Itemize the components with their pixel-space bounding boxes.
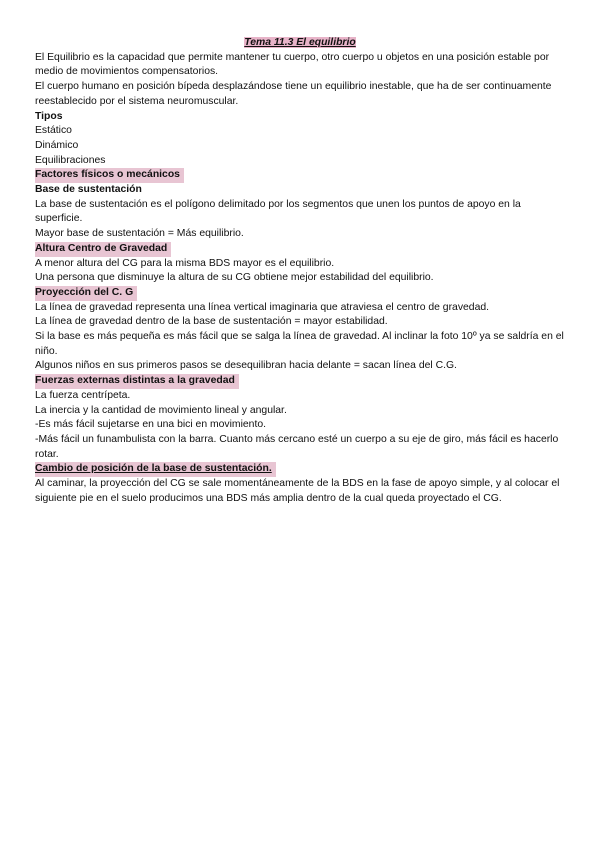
tipo-item: Estático (35, 125, 72, 137)
altura-heading: Altura Centro de Gravedad (35, 242, 171, 257)
tipos-heading: Tipos (35, 110, 63, 122)
fuerzas-line-4: -Más fácil un funambulista con la barra. Cuanto más cercano esté un cuerpo a su eje de giro, más fácil es hacerlo rotar. (35, 433, 559, 460)
base-line-1: La base de sustentación es el polígono delimitado por los segmentos que unen los puntos de apoyo en la superficie. (35, 198, 521, 225)
base-heading: Base de sustentación (35, 184, 142, 196)
base-line-2: Mayor base de sustentación = Más equilibrio. (35, 228, 244, 240)
intro-paragraph-1: El Equilibrio es la capacidad que permite mantener tu cuerpo, otro cuerpo u objetos en una posición estable por medio de movimientos compensatorios. (35, 51, 550, 78)
document-title: Tema 11.3 El equilibrio (244, 37, 356, 48)
proyeccion-heading: Proyección del C. G (35, 286, 137, 301)
title-row (35, 36, 565, 51)
proyeccion-line-1: La línea de gravedad representa una línea vertical imaginaria que atraviesa el centro de gravedad. (35, 301, 490, 313)
factores-heading: Factores físicos o mecánicos (35, 168, 184, 183)
fuerzas-line-1: La fuerza centrípeta. (35, 389, 131, 401)
tipo-item: Equilibraciones (35, 154, 106, 166)
proyeccion-line-2: La línea de gravedad dentro de la base de sustentación = mayor estabilidad. (35, 316, 388, 328)
proyeccion-line-3: Si la base es más pequeña es más fácil que se salga la línea de gravedad. Al inclinar la foto 10º ya se saldría en el niño. (35, 331, 564, 357)
fuerzas-line-2: La inercia y la cantidad de movimiento lineal y angular. (35, 404, 287, 416)
intro-paragraph-2: El cuerpo humano en posición bípeda desplazándose tiene un equilibrio inestable, que ha de ser continuamente reestablecido por el sistema neuromuscular. (35, 81, 552, 107)
cambio-line-1: Al caminar, la proyección del CG se sale momentáneamente de la BDS en la fase de apoyo simple, y al colocar el siguiente pie en el suelo producimos una BDS más amplia dentro de la cual queda proyectado el CG. (35, 478, 560, 504)
altura-line-1: A menor altura del CG para la misma BDS mayor es el equilibrio. (35, 257, 335, 269)
tipo-item: Dinámico (35, 139, 79, 151)
altura-line-2: Una persona que disminuye la altura de su CG obtiene mejor estabilidad del equilibrio. (35, 272, 434, 284)
proyeccion-line-4: Algunos niños en sus primeros pasos se desequilibran hacia delante = sacan línea del C.G. (35, 360, 457, 372)
cambio-heading: Cambio de posición de la base de sustentación. (35, 462, 276, 477)
fuerzas-heading: Fuerzas externas distintas a la gravedad (35, 374, 239, 389)
fuerzas-line-3: -Es más fácil sujetarse en una bici en movimiento. (35, 419, 267, 431)
document-body (35, 36, 565, 507)
